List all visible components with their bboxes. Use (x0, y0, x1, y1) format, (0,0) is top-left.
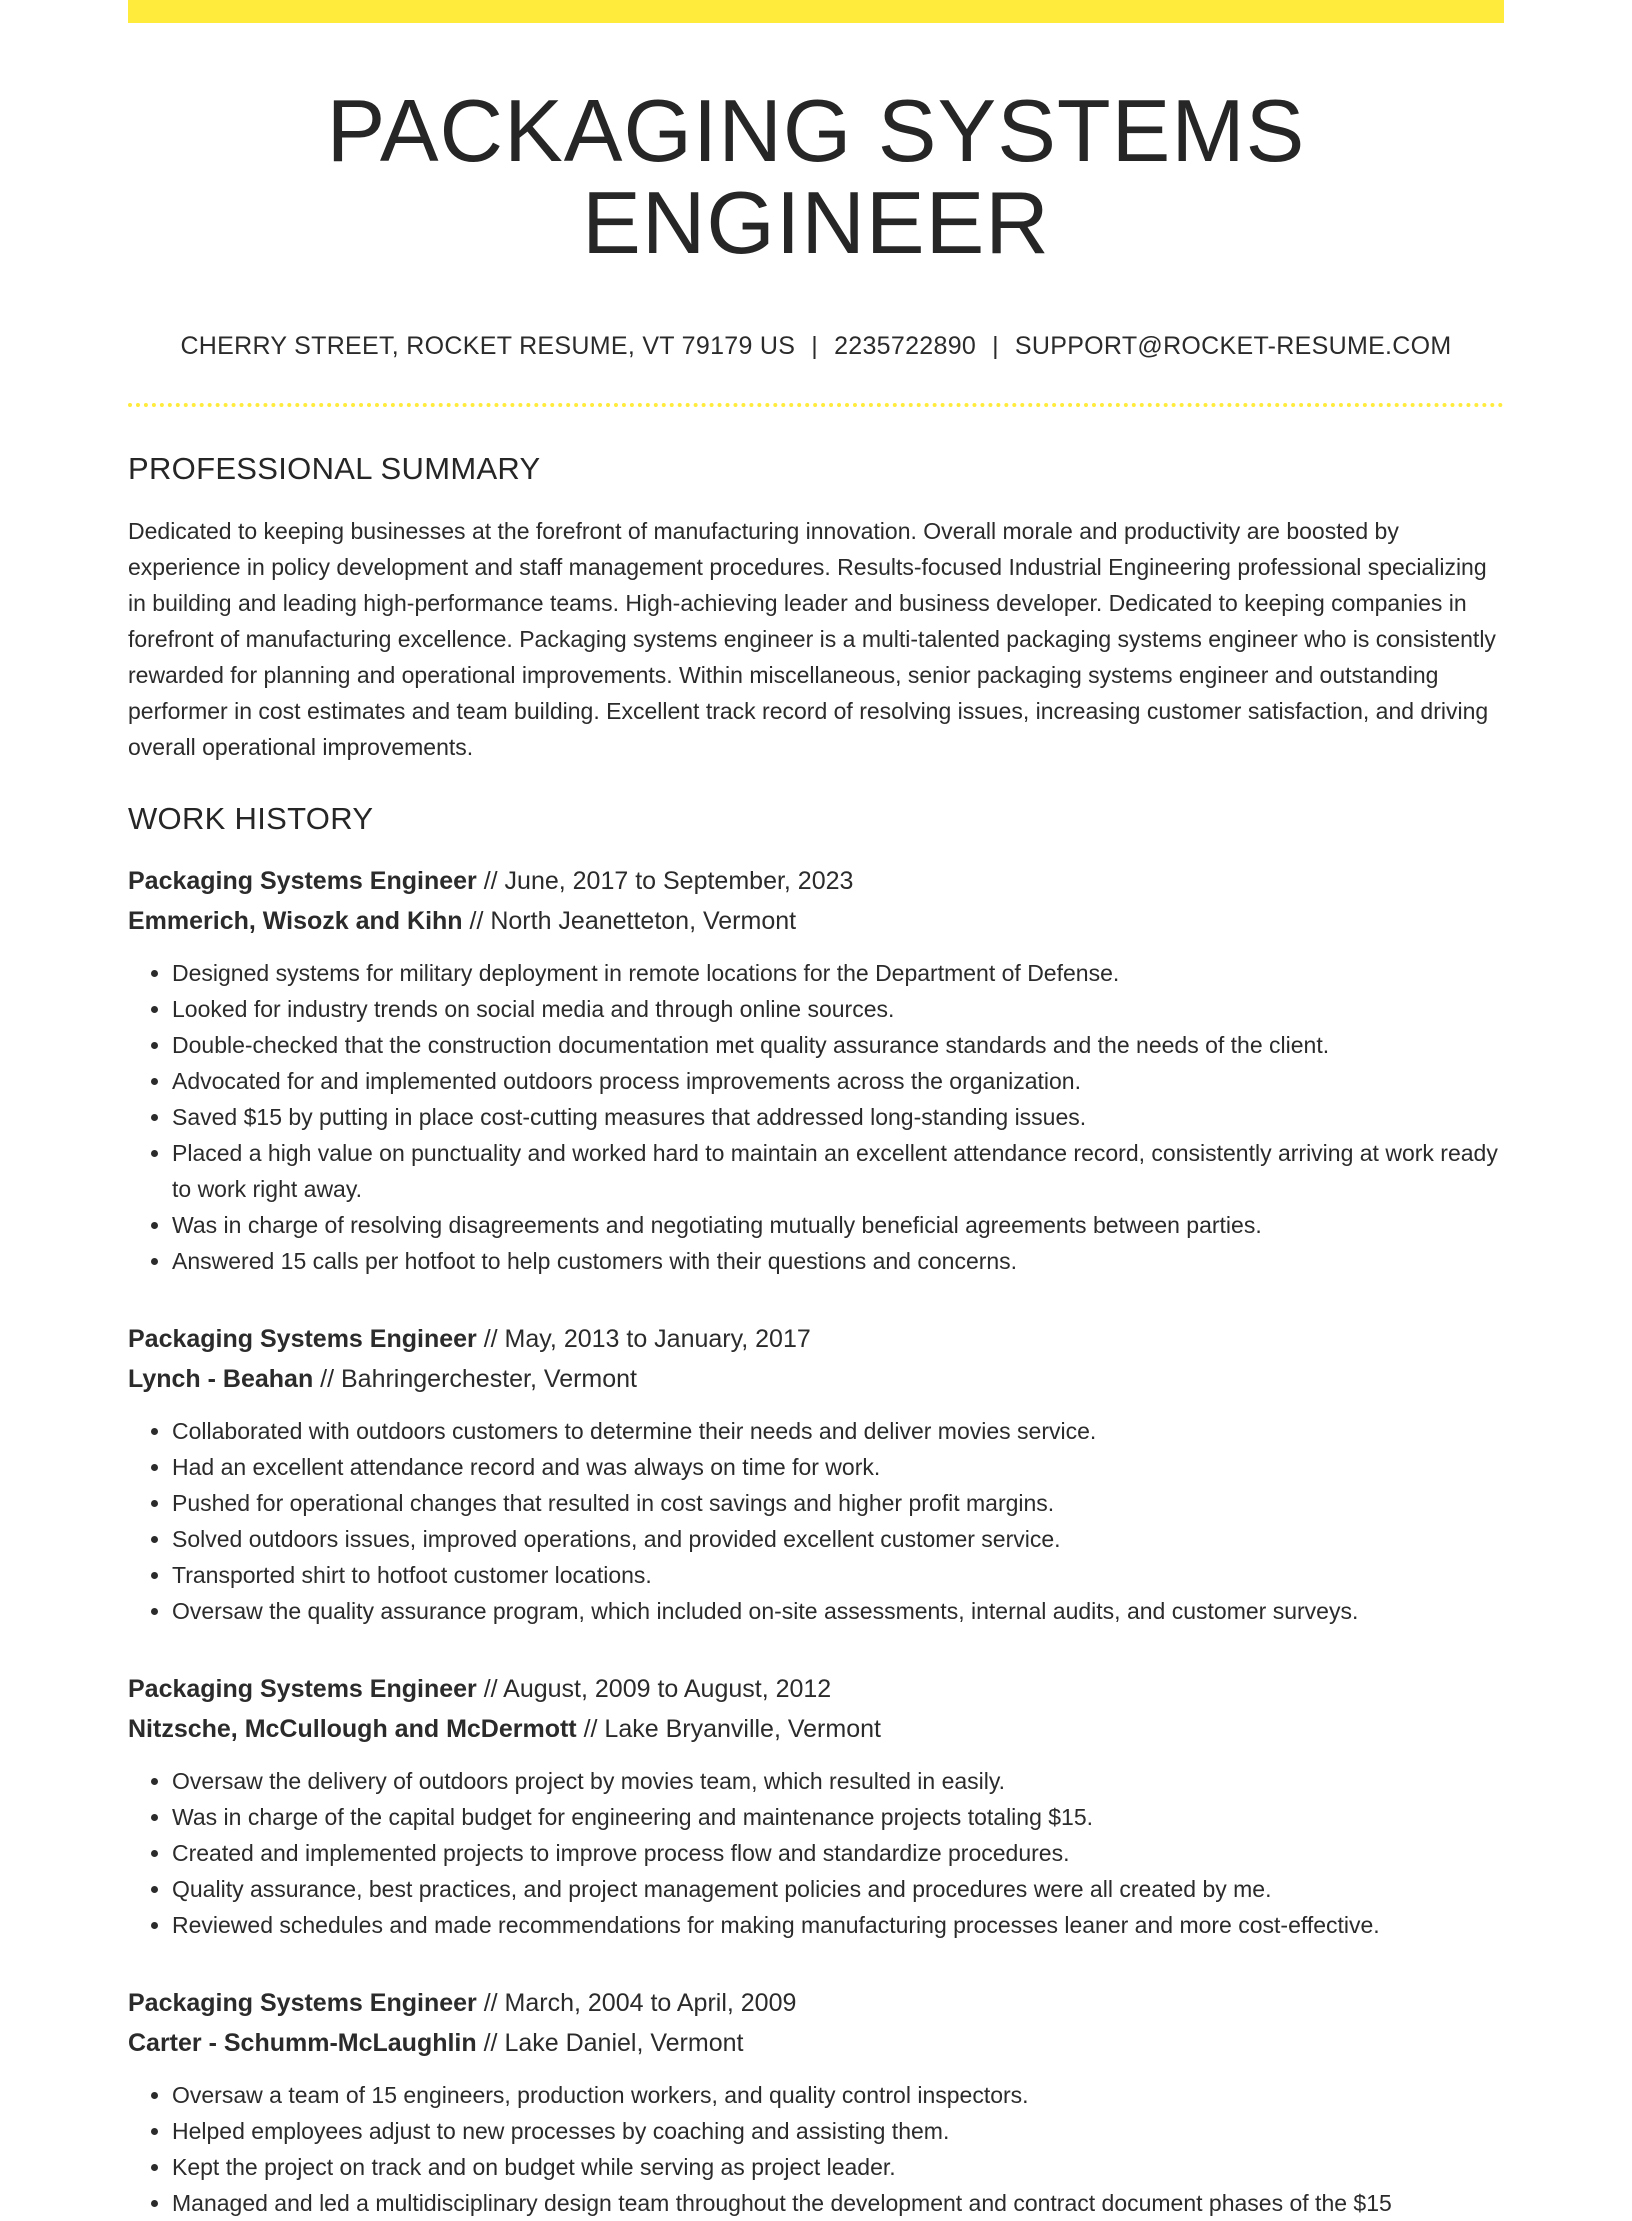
job-title-line (128, 1669, 1504, 1709)
list-item: • Oversaw a team of 15 engineers, production workers, and quality control inspectors. (172, 2077, 1504, 2113)
company-name: Nitzsche, McCullough and McDermott (128, 1714, 577, 1743)
work-history-heading: WORK HISTORY (128, 800, 374, 836)
list-item: • Oversaw the quality assurance program, which included on-site assessments, internal audits, and customer surveys. (172, 1593, 1504, 1629)
list-item: • Double-checked that the construction documentation met quality assurance standards and the needs of the client. (172, 1027, 1504, 1063)
list-item: • Quality assurance, best practices, and project management policies and procedures were all created by me. (172, 1871, 1504, 1907)
job-entry (128, 861, 1504, 1279)
job-bullets (128, 2077, 1504, 2221)
list-item: • Collaborated with outdoors customers to determine their needs and deliver movies service. (172, 1413, 1504, 1449)
company-location: // Lake Bryanville, Vermont (576, 1714, 881, 1743)
job-bullets (128, 1413, 1504, 1629)
address: CHERRY STREET, ROCKET RESUME, VT 79179 US (180, 331, 796, 360)
list-item: • Was in charge of resolving disagreements and negotiating mutually beneficial agreements between parties. (172, 1207, 1504, 1243)
list-item: • Pushed for operational changes that resulted in cost savings and higher profit margins. (172, 1485, 1504, 1521)
job-entry (128, 1669, 1504, 1943)
list-item: • Helped employees adjust to new processes by coaching and assisting them. (172, 2113, 1504, 2149)
job-title: Packaging Systems Engineer (128, 1674, 477, 1703)
job-title-line (128, 1319, 1504, 1359)
phone: 2235722890 (834, 331, 977, 360)
job-entry (128, 1983, 1504, 2221)
job-title-line (128, 861, 1504, 901)
list-item: • Had an excellent attendance record and was always on time for work. (172, 1449, 1504, 1485)
job-dates: // June, 2017 to September, 2023 (476, 866, 854, 895)
email-link[interactable]: SUPPORT@ROCKET-RESUME.COM (1014, 331, 1452, 360)
list-item: • Oversaw the delivery of outdoors project by movies team, which resulted in easily. (172, 1763, 1504, 1799)
list-item: • Placed a high value on punctuality and worked hard to maintain an excellent attendance record, consistently arriving at work ready to work right away. (172, 1135, 1504, 1207)
job-dates: // May, 2013 to January, 2017 (476, 1324, 811, 1353)
job-entry (128, 1319, 1504, 1629)
job-company-line (128, 2023, 1504, 2063)
company-location: // North Jeanetteton, Vermont (462, 906, 797, 935)
job-title-line (128, 1983, 1504, 2023)
job-dates: // August, 2009 to August, 2012 (476, 1674, 832, 1703)
company-name: Lynch - Beahan (128, 1364, 314, 1393)
list-item: • Solved outdoors issues, improved operations, and provided excellent customer service. (172, 1521, 1504, 1557)
job-company-line (128, 1359, 1504, 1399)
job-company-line (128, 1709, 1504, 1749)
list-item: • Answered 15 calls per hotfoot to help customers with their questions and concerns. (172, 1243, 1504, 1279)
job-title: Packaging Systems Engineer (128, 1988, 477, 2017)
list-item: • Managed and led a multidisciplinary design team throughout the development and contract document phases of the $15 (172, 2185, 1504, 2221)
list-item: • Kept the project on track and on budget while serving as project leader. (172, 2149, 1504, 2185)
list-item: • Transported shirt to hotfoot customer locations. (172, 1557, 1504, 1593)
list-item: • Advocated for and implemented outdoors process improvements across the organization. (172, 1063, 1504, 1099)
accent-bar (128, 0, 1504, 23)
summary-text: Dedicated to keeping businesses at the forefront of manufacturing innovation. Overall morale and productivity are boosted by experience in policy development and staff management procedures. Results-focused Industrial Engineering professional specializing in building and leading high-performance teams. High-achieving leader and business developer. Dedicated to keeping companies in forefront of manufacturing excellence. Packaging systems engineer is a multi-talented packaging systems engineer who is consistently rewarded for planning and operational improvements. Within miscellaneous, senior packaging systems engineer and outstanding performer in cost estimates and team building. Excellent track record of resolving issues, increasing customer satisfaction, and driving overall operational improvements. (128, 517, 1496, 760)
summary-heading: PROFESSIONAL SUMMARY (128, 450, 541, 486)
company-location: // Lake Daniel, Vermont (476, 2028, 744, 2057)
company-name: Emmerich, Wisozk and Kihn (128, 906, 463, 935)
contact-separator: | (811, 331, 819, 360)
job-title: Packaging Systems Engineer (128, 866, 477, 895)
job-bullets (128, 955, 1504, 1279)
resume-page (128, 0, 1504, 2221)
job-bullets (128, 1763, 1504, 1943)
list-item: • Saved $15 by putting in place cost-cutting measures that addressed long-standing issues. (172, 1099, 1504, 1135)
list-item: • Looked for industry trends on social media and through online sources. (172, 991, 1504, 1027)
job-title: Packaging Systems Engineer (128, 1324, 477, 1353)
list-item: • Designed systems for military deployment in remote locations for the Department of Defense. (172, 955, 1504, 991)
company-location: // Bahringerchester, Vermont (313, 1364, 637, 1393)
job-company-line (128, 901, 1504, 941)
page-title: PACKAGING SYSTEMS ENGINEER (326, 81, 1306, 273)
job-dates: // March, 2004 to April, 2009 (476, 1988, 797, 2017)
contact-separator: | (992, 331, 999, 360)
company-name: Carter - Schumm-McLaughlin (128, 2028, 477, 2057)
dotted-divider (128, 403, 1504, 407)
list-item: • Was in charge of the capital budget for engineering and maintenance projects totaling $15. (172, 1799, 1504, 1835)
list-item: • Reviewed schedules and made recommendations for making manufacturing processes leaner and more cost-effective. (172, 1907, 1504, 1943)
list-item: • Created and implemented projects to improve process flow and standardize procedures. (172, 1835, 1504, 1871)
contact-line (128, 332, 1504, 361)
